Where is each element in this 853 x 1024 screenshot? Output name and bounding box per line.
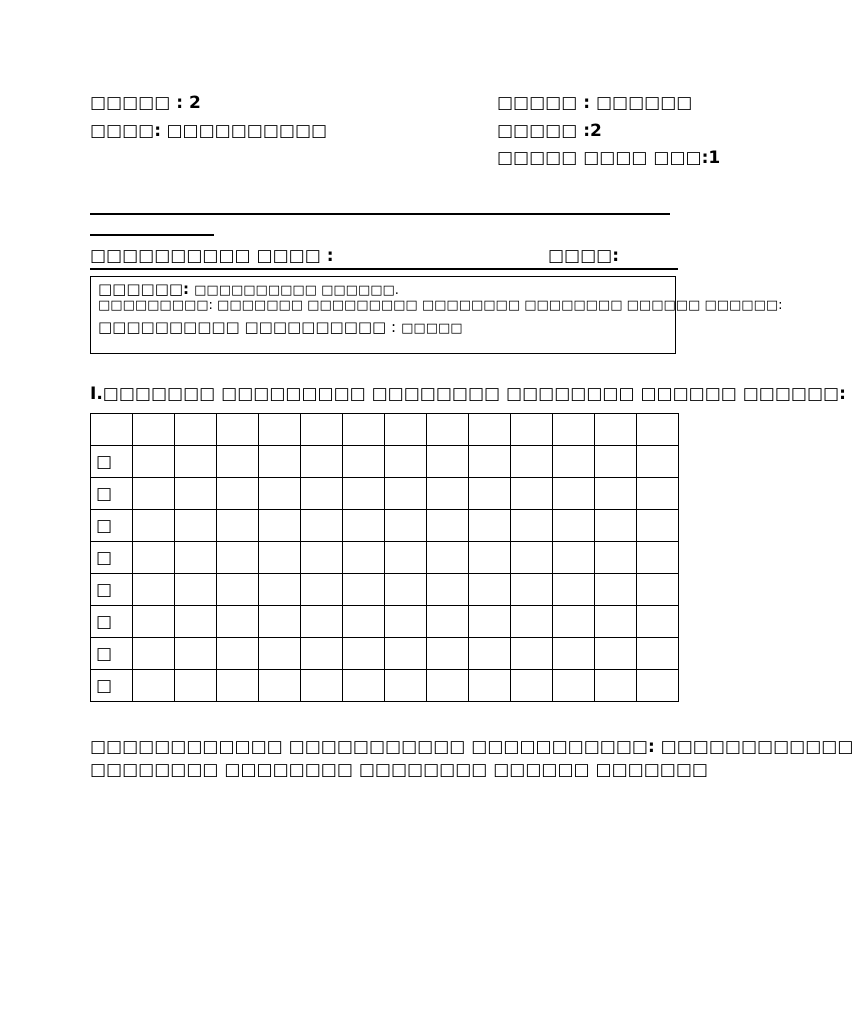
grid-row-label-cell: [91, 638, 133, 670]
grid-row-label-cell: [91, 542, 133, 574]
grid-row-label: □: [96, 675, 113, 696]
grid-row: [91, 606, 679, 638]
grid-cell: [427, 542, 469, 574]
grid-cell: [553, 574, 595, 606]
grid-cell: [343, 542, 385, 574]
grid-cell: [469, 670, 511, 702]
grid-cell: [217, 478, 259, 510]
info-line1: [98, 279, 399, 298]
name-label: □□□□□□□□□□ □□□□ :: [90, 246, 334, 266]
separator-rule: [90, 213, 670, 215]
grid-cell: [133, 446, 175, 478]
grid-row-label: □: [96, 451, 113, 472]
grid-cell: [217, 670, 259, 702]
grid-cell: [385, 510, 427, 542]
grid-cell: [427, 478, 469, 510]
grid-cell: [301, 478, 343, 510]
grid-cell: [595, 606, 637, 638]
grid-cell: [595, 414, 637, 446]
grid-cell: [385, 638, 427, 670]
answer-grid: [90, 413, 679, 702]
answer-grid-body: [91, 414, 679, 702]
grid-cell: [637, 574, 679, 606]
grid-row: [91, 574, 679, 606]
date-label: □□□□:: [548, 246, 620, 266]
grid-row: [91, 478, 679, 510]
grid-cell: [217, 574, 259, 606]
grid-cell: [301, 414, 343, 446]
grid-cell: [133, 478, 175, 510]
grid-cell: [259, 638, 301, 670]
grid-cell: [217, 510, 259, 542]
grid-cell: [175, 638, 217, 670]
grid-cell: [427, 606, 469, 638]
info-line3-value: □□□□□: [401, 321, 463, 336]
question-title: I.□□□□□□□ □□□□□□□□□ □□□□□□□□ □□□□□□□□ □□□□□□ □□□□□□:: [90, 384, 846, 404]
header-right-line3: □□□□□ □□□□ □□□:1: [497, 148, 721, 168]
grid-cell: [637, 446, 679, 478]
grid-cell: [301, 606, 343, 638]
grid-cell: [259, 446, 301, 478]
grid-cell: [469, 478, 511, 510]
grid-cell: [259, 670, 301, 702]
grid-cell: [259, 414, 301, 446]
grid-cell: [343, 510, 385, 542]
header-right-line1: □□□□□ : □□□□□□: [497, 93, 693, 113]
grid-cell: [469, 542, 511, 574]
grid-cell: [301, 446, 343, 478]
grid-cell: [343, 638, 385, 670]
grid-cell: [637, 478, 679, 510]
grid-cell: [385, 414, 427, 446]
info-line1-value: □□□□□□□□□□ □□□□□□.: [194, 283, 399, 298]
grid-row-label: □: [96, 483, 113, 504]
grid-cell: [301, 670, 343, 702]
header-right-line2: □□□□□ :2: [497, 121, 602, 141]
grid-cell: [469, 414, 511, 446]
grid-cell: [175, 606, 217, 638]
grid-cell: [511, 478, 553, 510]
grid-cell: [385, 478, 427, 510]
grid-cell: [343, 414, 385, 446]
grid-cell: [553, 414, 595, 446]
grid-cell: [511, 670, 553, 702]
grid-cell: [511, 606, 553, 638]
grid-row-label: □: [96, 643, 113, 664]
grid-cell: [217, 606, 259, 638]
grid-cell: [259, 510, 301, 542]
grid-cell: [511, 638, 553, 670]
grid-cell: [301, 574, 343, 606]
grid-cell: [427, 574, 469, 606]
grid-cell: [175, 510, 217, 542]
grid-cell: [637, 510, 679, 542]
grid-cell: [595, 670, 637, 702]
grid-cell: [175, 574, 217, 606]
info-line3-label: □□□□□□□□□□ □□□□□□□□□□ :: [98, 318, 397, 336]
grid-row-label: [91, 420, 96, 440]
grid-row-label-cell: [91, 670, 133, 702]
grid-cell: [427, 638, 469, 670]
grid-cell: [385, 574, 427, 606]
grid-cell: [133, 574, 175, 606]
header-left-line2-label: □□□□:: [90, 121, 162, 141]
grid-cell: [217, 446, 259, 478]
grid-cell: [637, 542, 679, 574]
grid-cell: [511, 510, 553, 542]
footer-line2: □□□□□□□□ □□□□□□□□ □□□□□□□□ □□□□□□ □□□□□□□: [90, 760, 708, 780]
grid-cell: [133, 414, 175, 446]
grid-cell: [175, 542, 217, 574]
grid-cell: [469, 574, 511, 606]
separator-rule-short: [90, 234, 214, 236]
grid-cell: [595, 478, 637, 510]
grid-cell: [553, 478, 595, 510]
grid-cell: [427, 670, 469, 702]
grid-cell: [301, 638, 343, 670]
grid-row-label-cell: [91, 446, 133, 478]
grid-cell: [511, 446, 553, 478]
grid-cell: [175, 670, 217, 702]
grid-cell: [301, 510, 343, 542]
grid-cell: [553, 542, 595, 574]
grid-cell: [175, 446, 217, 478]
grid-cell: [133, 606, 175, 638]
grid-cell: [595, 574, 637, 606]
grid-cell: [469, 638, 511, 670]
grid-cell: [511, 542, 553, 574]
grid-cell: [595, 542, 637, 574]
grid-row-label-cell: [91, 574, 133, 606]
grid-row: [91, 446, 679, 478]
grid-row: [91, 638, 679, 670]
grid-cell: [259, 478, 301, 510]
grid-cell: [637, 414, 679, 446]
grid-cell: [133, 670, 175, 702]
grid-cell: [385, 606, 427, 638]
grid-row: [91, 414, 679, 446]
grid-cell: [175, 414, 217, 446]
grid-cell: [385, 446, 427, 478]
grid-cell: [301, 542, 343, 574]
grid-cell: [217, 638, 259, 670]
grid-row: [91, 670, 679, 702]
grid-row-label: □: [96, 611, 113, 632]
grid-cell: [637, 670, 679, 702]
grid-cell: [259, 574, 301, 606]
grid-row: [91, 510, 679, 542]
grid-cell: [553, 606, 595, 638]
grid-cell: [637, 638, 679, 670]
grid-cell: [427, 446, 469, 478]
grid-cell: [217, 542, 259, 574]
info-line1-label: □□□□□□:: [98, 280, 190, 298]
grid-cell: [343, 446, 385, 478]
header-left-line1: □□□□□ : 2: [90, 93, 201, 113]
grid-cell: [469, 446, 511, 478]
grid-cell: [133, 510, 175, 542]
info-box: [90, 276, 783, 354]
grid-cell: [343, 478, 385, 510]
grid-cell: [511, 414, 553, 446]
grid-row-label: □: [96, 515, 113, 536]
grid-row-label-cell: [91, 414, 133, 446]
grid-cell: [595, 638, 637, 670]
grid-cell: [553, 446, 595, 478]
footer-line1: □□□□□□□□□□□□ □□□□□□□□□□□ □□□□□□□□□□□: □□□□□□□□□□□□: [90, 737, 853, 757]
grid-cell: [217, 414, 259, 446]
grid-cell: [427, 414, 469, 446]
grid-cell: [469, 510, 511, 542]
grid-cell: [595, 446, 637, 478]
grid-cell: [133, 638, 175, 670]
header-left-line2: [90, 121, 327, 141]
info-line2: □□□□□□□□□: □□□□□□□ □□□□□□□□□ □□□□□□□□ □□□□□□□□ □□□□□□ □□□□□□:: [98, 298, 783, 313]
grid-cell: [553, 670, 595, 702]
grid-cell: [133, 542, 175, 574]
grid-row-label-cell: [91, 606, 133, 638]
grid-cell: [637, 606, 679, 638]
grid-cell: [553, 638, 595, 670]
grid-cell: [343, 670, 385, 702]
info-line3: [98, 317, 463, 336]
grid-cell: [511, 574, 553, 606]
grid-cell: [175, 478, 217, 510]
grid-cell: [595, 510, 637, 542]
grid-cell: [259, 542, 301, 574]
grid-cell: [553, 510, 595, 542]
grid-row-label: □: [96, 579, 113, 600]
grid-cell: [469, 606, 511, 638]
grid-cell: [385, 542, 427, 574]
grid-row-label: □: [96, 547, 113, 568]
name-underline: [90, 268, 678, 270]
grid-row-label-cell: [91, 510, 133, 542]
grid-cell: [259, 606, 301, 638]
grid-cell: [427, 510, 469, 542]
grid-row-label-cell: [91, 478, 133, 510]
grid-row: [91, 542, 679, 574]
grid-cell: [343, 606, 385, 638]
grid-cell: [385, 670, 427, 702]
grid-cell: [343, 574, 385, 606]
header-left-line2-value: □□□□□□□□□□: [166, 121, 328, 141]
